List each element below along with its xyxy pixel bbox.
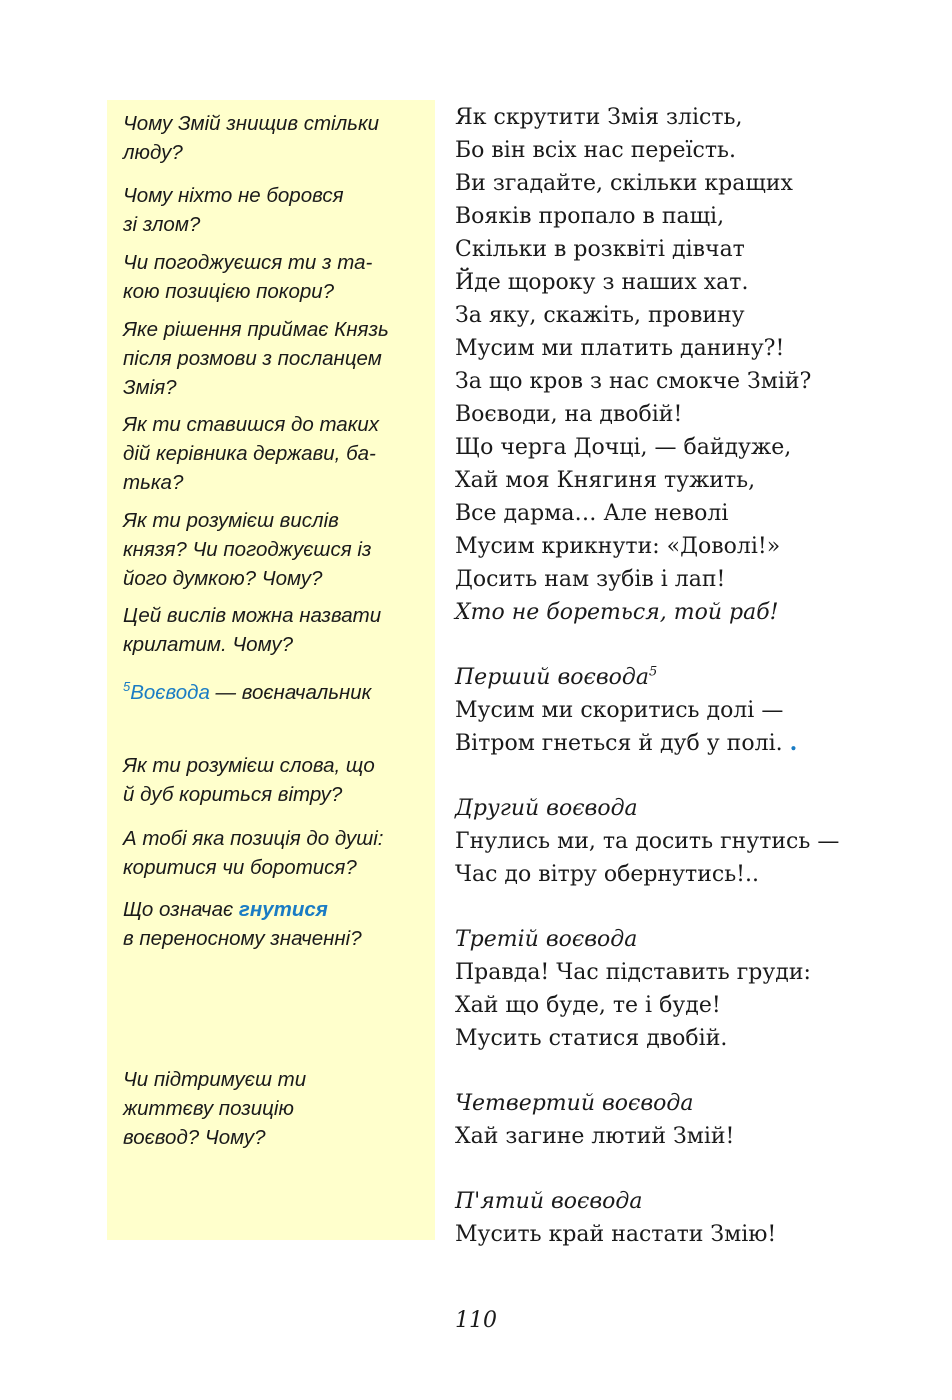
poem-line: Мусим ми платить данину?! <box>455 336 785 361</box>
footnote <box>123 678 423 707</box>
poem-line: Досить нам зубів і лап! <box>455 567 726 592</box>
question-10-suffix: в переносному значенні? <box>123 927 362 950</box>
poem-line: Скільки в розквіті дівчат <box>455 237 745 262</box>
poem-line: Як скрутити Змія злість, <box>455 105 743 130</box>
poem-line: Що черга Дочці, — байдуже, <box>455 435 792 460</box>
poem-line: Хай що буде, те і буде! <box>455 993 721 1018</box>
question-6: Як ти розумієш вислів князя? Чи погоджуєшся із його думкою? Чому? <box>123 509 372 590</box>
footnote-term: Воєвода <box>130 681 210 704</box>
question-5: Як ти ставишся до таких дій керівника держави, ба- тька? <box>123 413 380 494</box>
speaker-footnote-mark: 5 <box>648 664 658 680</box>
speaker-fourth-voivode: Четвертий воєвода <box>455 1091 694 1116</box>
question-1: Чому Змій знищив стільки люду? <box>123 112 380 164</box>
poem-line: Мусить статися двобій. <box>455 1026 728 1051</box>
question-8: Як ти розумієш слова, що й дуб кориться вітру? <box>123 754 375 806</box>
poem-line: Хай моя Княгиня тужить, <box>455 468 756 493</box>
poem-line: За яку, скажіть, провину <box>455 303 745 328</box>
question-10-prefix: Що означає <box>123 898 239 921</box>
poem-line-emphasis: Хто не бореться, той раб! <box>455 600 779 625</box>
poem-line: Ви згадайте, скільки кращих <box>455 171 793 196</box>
question-10-term: гнутися <box>238 898 328 921</box>
question-11: Чи підтримуєш ти життєву позицію воєвод? Чому? <box>123 1068 307 1149</box>
poem-line: Йде щороку з наших хат. <box>455 270 749 295</box>
speaker-third-voivode: Третій воєвода <box>455 927 638 952</box>
poem-line: За що кров з нас смокче Змій? <box>455 369 812 394</box>
speaker-fifth-voivode: П'ятий воєвода <box>455 1189 643 1214</box>
question-4: Яке рішення приймає Князь після розмови з посланцем Змія? <box>123 318 389 399</box>
question-7: Цей вислів можна назвати крилатим. Чому? <box>123 604 382 656</box>
page-number: 110 <box>455 1308 497 1333</box>
footnote-definition: — воєначальник <box>209 681 372 704</box>
speaker-second-voivode: Другий воєвода <box>455 796 638 821</box>
poem-line <box>455 727 839 760</box>
poem-line-text: Вітром гнеться й дуб у полі. <box>455 731 790 756</box>
speaker-name: Перший воєвода <box>455 665 649 690</box>
poem-line: Правда! Час підставить груди: <box>455 960 811 985</box>
question-3: Чи погоджуєшся ти з та- кою позицією покори? <box>123 251 373 303</box>
poem-line: Бо він всіх нас переїсть. <box>455 138 737 163</box>
poem-line: Гнулись ми, та досить гнутись — <box>455 829 840 854</box>
poem-line: Хай загине лютий Змій! <box>455 1124 735 1149</box>
question-10 <box>123 895 423 953</box>
poem-line: Все дарма… Але неволі <box>455 501 729 526</box>
poem-line: Мусить край настати Змію! <box>455 1222 777 1247</box>
footnote-mark: 5 <box>123 679 131 695</box>
blue-dot-mark: . <box>789 730 798 756</box>
poem-line: Воєводи, на двобій! <box>455 402 683 427</box>
poem-line: Час до вітру обернутись!.. <box>455 862 759 887</box>
poem-text <box>455 101 839 1251</box>
question-2: Чому ніхто не боровся зі злом? <box>123 184 344 236</box>
question-9: А тобі яка позиція до душі: коритися чи боротися? <box>123 827 384 879</box>
poem-line: Вояків пропало в пащі, <box>455 204 725 229</box>
poem-line: Мусим крикнути: «Доволі!» <box>455 534 781 559</box>
speaker-first-voivode <box>455 661 839 694</box>
poem-line: Мусим ми скоритись долі — <box>455 698 784 723</box>
